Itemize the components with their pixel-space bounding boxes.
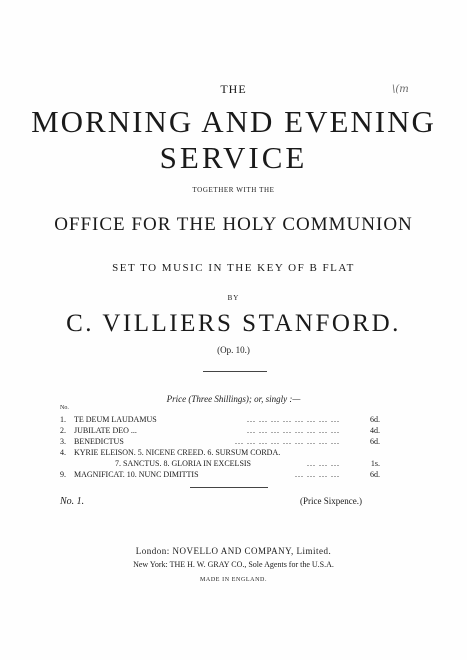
opus-number: (Op. 10.) bbox=[217, 345, 250, 355]
list-item bbox=[60, 469, 380, 480]
item-title: JUBILATE DEO ... bbox=[74, 426, 137, 435]
title-the: THE bbox=[220, 82, 247, 96]
office-title: OFFICE FOR THE HOLY COMMUNION bbox=[54, 214, 413, 235]
item-title: BENEDICTUS bbox=[74, 437, 124, 446]
item-title: 7. SANCTUS. 8. GLORIA IN EXCELSIS bbox=[115, 459, 252, 468]
item-number: 4. bbox=[60, 448, 66, 457]
handwritten-annotation: \(m bbox=[392, 84, 409, 95]
item-number: 1. bbox=[60, 415, 66, 424]
by-line: BY bbox=[227, 294, 240, 302]
key-line: SET TO MUSIC IN THE KEY OF B FLAT bbox=[112, 262, 355, 274]
edition-price: (Price Sixpence.) bbox=[300, 496, 362, 506]
item-number: 2. bbox=[60, 426, 66, 435]
publisher-london: London: NOVELLO AND COMPANY, Limited. bbox=[135, 546, 332, 556]
leader-dots: ... ... ... ... ... ... ... ... bbox=[247, 415, 340, 424]
title-main: MORNING AND EVENING bbox=[31, 104, 436, 139]
item-title: TE DEUM LAUDAMUS bbox=[74, 415, 157, 424]
divider-bottom bbox=[190, 487, 268, 488]
publisher-newyork: New York: THE H. W. GRAY CO., Sole Agents for the U.S.A. bbox=[133, 560, 334, 569]
list-item bbox=[60, 414, 380, 425]
divider-top bbox=[203, 371, 267, 372]
leader-dots: ... ... ... ... bbox=[295, 470, 340, 479]
leader-dots: ... ... ... bbox=[307, 459, 340, 468]
item-price: 1s. bbox=[370, 459, 380, 468]
item-price: 6d. bbox=[370, 437, 380, 446]
composer-name: C. VILLIERS STANFORD. bbox=[66, 310, 401, 337]
item-title: MAGNIFICAT. 10. NUNC DIMITTIS bbox=[74, 470, 199, 479]
item-title: KYRIE ELEISON. 5. NICENE CREED. 6. SURSUM CORDA. bbox=[74, 448, 281, 457]
number-column-header: No. bbox=[60, 405, 69, 411]
item-price: 6d. bbox=[370, 470, 380, 479]
item-number: 9. bbox=[60, 470, 66, 479]
edition-number: No. 1. bbox=[60, 496, 85, 507]
made-in-england: MADE IN ENGLAND. bbox=[199, 577, 268, 583]
item-price: 6d. bbox=[370, 415, 380, 424]
together-with-text: TOGETHER WITH THE bbox=[192, 186, 275, 194]
list-item bbox=[60, 425, 380, 436]
leader-dots: ... ... ... ... ... ... ... ... bbox=[247, 426, 340, 435]
price-line: Price (Three Shillings); or, singly :— bbox=[166, 394, 301, 404]
list-item bbox=[60, 447, 380, 458]
list-item bbox=[60, 458, 380, 469]
item-price: 4d. bbox=[370, 426, 380, 435]
contents-list bbox=[60, 414, 380, 480]
list-item bbox=[60, 436, 380, 447]
leader-dots: ... ... ... ... ... ... ... ... ... bbox=[235, 437, 340, 446]
title-service: SERVICE bbox=[159, 140, 308, 175]
item-number: 3. bbox=[60, 437, 66, 446]
